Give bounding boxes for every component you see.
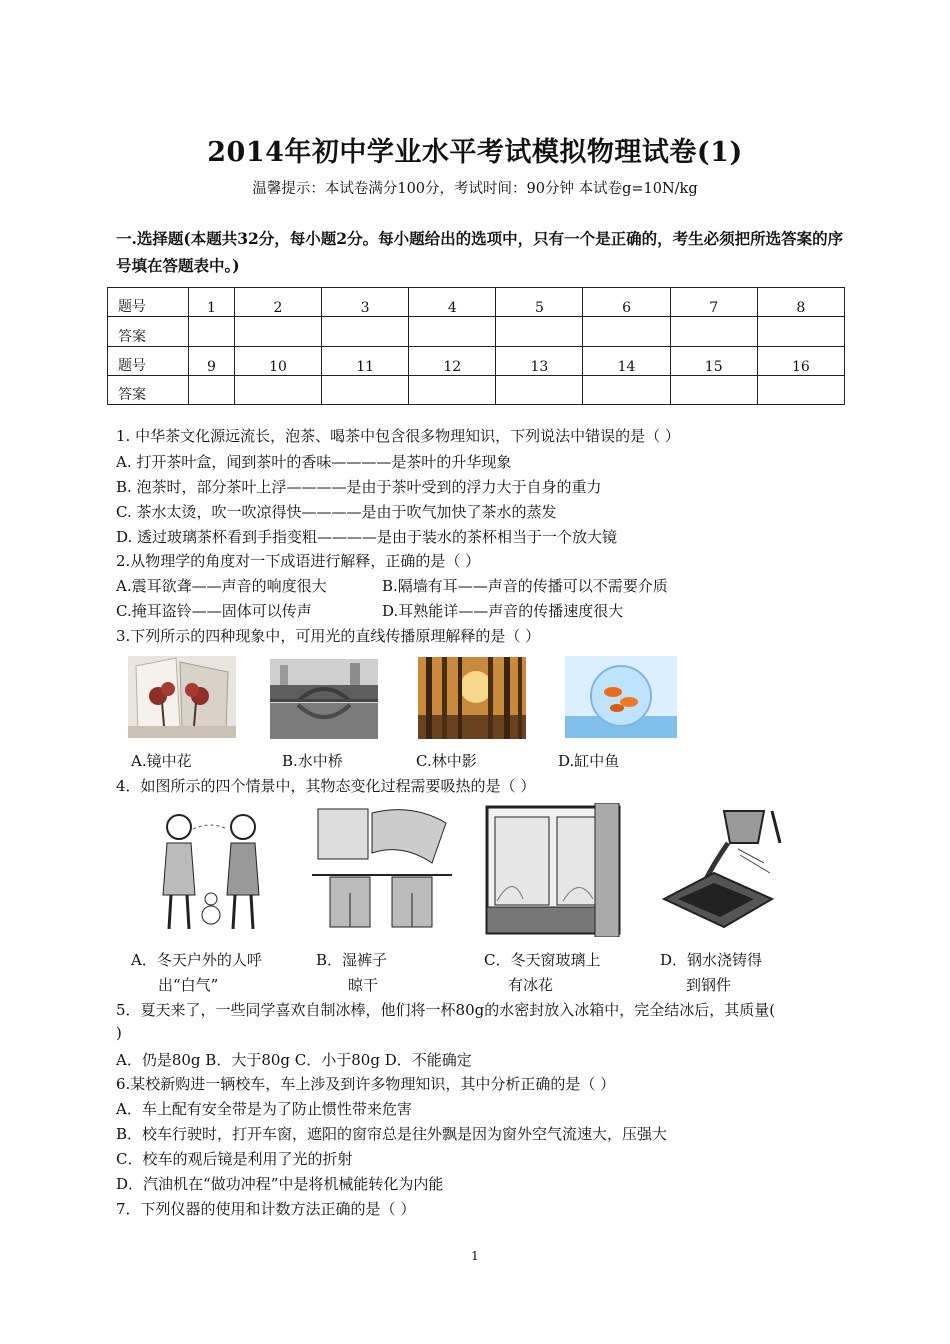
q4-caption-a-line2: 出“白气” [158,976,219,994]
table-cell: 7 [670,288,757,317]
question-6-option-b: B．校车行驶时，打开车窗，遮阳的窗帘总是往外飘是因为窗外空气流速大，压强大 [116,1125,668,1143]
table-cell: 6 [583,288,670,317]
winter-breath-image [145,803,277,937]
answer-cell[interactable] [409,317,496,346]
question-1-option-d: D. 透过玻璃茶杯看到手指变粗————是由于装水的茶杯相当于一个放大镜 [116,528,618,546]
answer-table [107,287,845,405]
page-number: 1 [471,1249,479,1263]
q4-caption-c-line1: C．冬天窗玻璃上 [484,951,601,969]
table-cell: 8 [757,288,844,317]
answer-cell[interactable] [189,375,235,404]
q3-caption-a: A.镜中花 [131,752,192,770]
question-7-stem: 7．下列仪器的使用和计数方法正确的是（ ） [116,1200,416,1218]
section-heading: 一.选择题(本题共32分，每小题2分。每小题给出的选项中，只有一个是正确的，考生必须把所选答案的序号填在答题表中。) [116,229,844,275]
question-6-stem: 6.某校新购进一辆校车，车上涉及到许多物理知识，其中分析正确的是（ ） [116,1075,616,1093]
table-row [108,317,845,346]
q3-caption-b: B.水中桥 [282,752,343,770]
answer-cell[interactable] [670,375,757,404]
table-row [108,375,845,404]
answer-cell[interactable] [322,375,409,404]
q4-caption-d-line2: 到钢件 [686,976,732,994]
question-6-option-d: D．汽油机在“做功冲程”中是将机械能转化为内能 [116,1175,444,1193]
question-5-stem-end: ) [116,1024,122,1042]
bridge-reflection-image [270,659,378,739]
answer-cell[interactable] [757,317,844,346]
table-cell: 10 [234,346,321,375]
answer-cell[interactable] [583,375,670,404]
question-3-stem: 3.下列所示的四种现象中，可用光的直线传播原理解释的是（ ） [116,627,541,645]
question-5-options: A．仍是80g B．大于80g C．小于80g D．不能确定 [116,1051,472,1069]
table-row [108,288,845,317]
table-cell: 答案 [108,317,189,346]
frosted-window-image [483,803,623,937]
table-cell: 1 [189,288,235,317]
question-1-stem: 1. 中华茶文化源远流长，泡茶、喝茶中包含很多物理知识，下列说法中错误的是（ ） [116,427,680,445]
q3-caption-d: D.缸中鱼 [558,752,620,770]
table-cell: 3 [322,288,409,317]
table-cell: 14 [583,346,670,375]
question-1-option-a: A. 打开茶叶盒，闻到茶叶的香味————是茶叶的升华现象 [116,453,512,471]
question-2-option-a: A.震耳欲聋——声音的响度很大 [116,577,327,595]
forest-shadow-image [418,657,526,739]
table-cell: 4 [409,288,496,317]
page-title: 2014年初中学业水平考试模拟物理试卷(1) [207,137,743,168]
q4-caption-d-line1: D．钢水浇铸得 [660,951,763,969]
question-2-option-c: C.掩耳盗铃——固体可以传声 [116,602,312,620]
table-cell: 13 [496,346,583,375]
question-2-stem: 2.从物理学的角度对一下成语进行解释，正确的是（ ） [116,552,481,570]
question-1-option-b: B. 泡茶时，部分茶叶上浮————是由于茶叶受到的浮力大于自身的重力 [116,478,602,496]
answer-cell[interactable] [670,317,757,346]
steel-casting-image [654,803,788,937]
fishbowl-image [565,656,677,738]
table-cell: 答案 [108,375,189,404]
q3-caption-c: C.林中影 [416,752,477,770]
table-cell: 12 [409,346,496,375]
answer-cell[interactable] [189,317,235,346]
question-4-stem: 4．如图所示的四个情景中，其物态变化过程需要吸热的是（ ） [116,777,536,795]
table-cell: 16 [757,346,844,375]
table-cell: 2 [234,288,321,317]
table-row [108,346,845,375]
question-2-option-b: B.隔墙有耳——声音的传播可以不需要介质 [382,577,668,595]
answer-cell[interactable] [409,375,496,404]
q4-caption-b-line2: 晾干 [348,976,379,994]
table-cell: 15 [670,346,757,375]
table-cell: 5 [496,288,583,317]
answer-cell[interactable] [757,375,844,404]
drying-pants-image [312,803,452,939]
answer-cell[interactable] [496,375,583,404]
table-cell: 11 [322,346,409,375]
table-cell: 题号 [108,346,189,375]
q4-caption-a-line1: A．冬天户外的人呼 [131,951,262,969]
exam-notice: 温馨提示：本试卷满分100分，考试时间：90分钟 本试卷g=10N/kg [252,181,698,197]
table-cell: 题号 [108,288,189,317]
table-cell: 9 [189,346,235,375]
q4-caption-c-line2: 有冰花 [508,976,554,994]
question-6-option-c: C．校车的观后镜是利用了光的折射 [116,1150,353,1168]
answer-cell[interactable] [322,317,409,346]
answer-cell[interactable] [234,317,321,346]
answer-cell[interactable] [234,375,321,404]
question-6-option-a: A．车上配有安全带是为了防止惯性带来危害 [116,1100,412,1118]
question-1-option-c: C. 茶水太烫，吹一吹凉得快————是由于吹气加快了茶水的蒸发 [116,503,557,521]
question-2-option-d: D.耳熟能详——声音的传播速度很大 [382,602,624,620]
mirror-flower-image [128,656,236,738]
answer-cell[interactable] [583,317,670,346]
question-5-stem: 5．夏天来了，一些同学喜欢自制冰棒，他们将一杯80g的水密封放入冰箱中，完全结冰后，其质量( [116,1001,776,1019]
q4-caption-b-line1: B．湿裤子 [316,951,388,969]
answer-cell[interactable] [496,317,583,346]
